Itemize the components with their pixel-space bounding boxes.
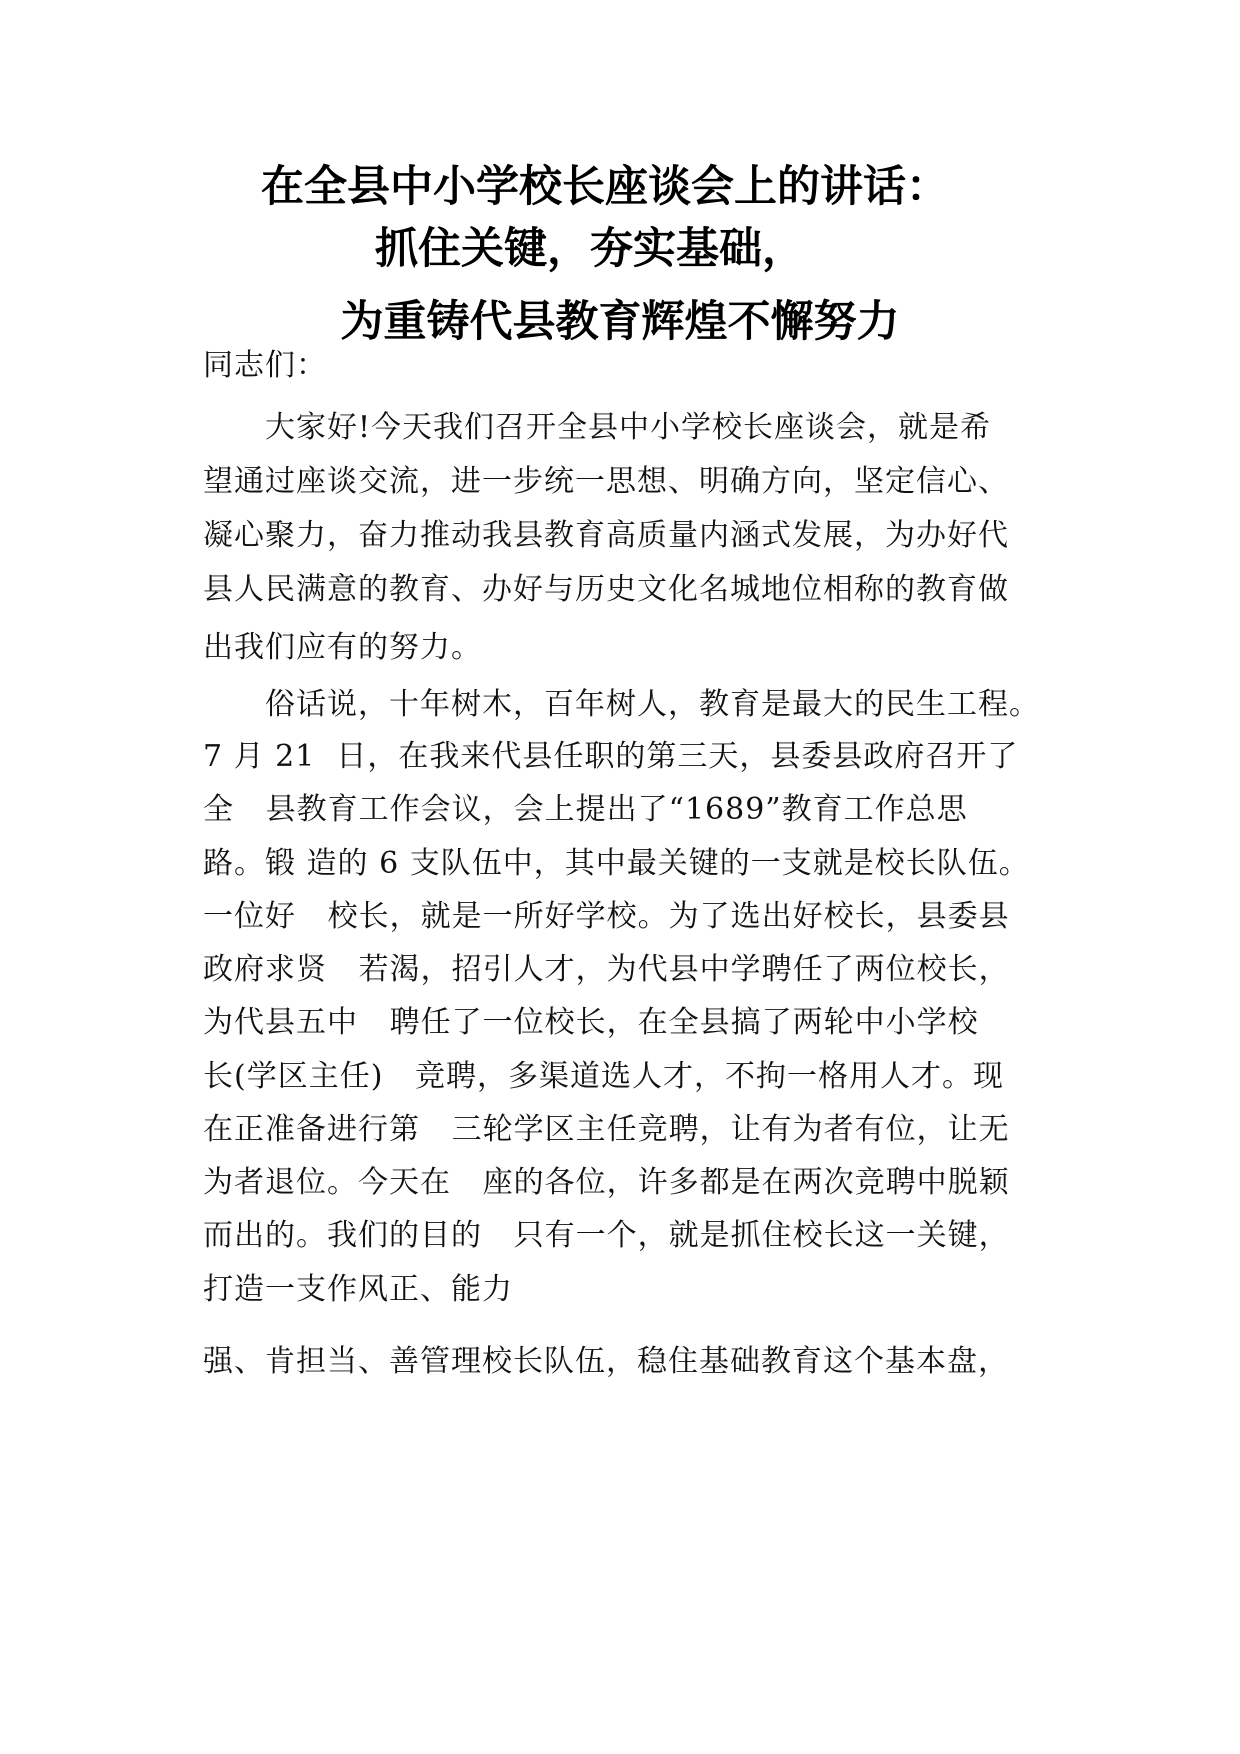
paragraph-1-line-2: 望通过座谈交流，进一步统一思想、明确方向，坚定信心、 <box>203 464 1009 499</box>
paragraph-1-line-3: 凝心聚力，奋力推动我县教育高质量内涵式发展，为办好代 <box>203 518 1009 553</box>
paragraph-2-line-4: 路。锻 造的 6 支队伍中，其中最关键的一支就是校长队伍。 <box>203 846 1030 881</box>
paragraph-2-line-8: 长(学区主任) 竞聘，多渠道选人才，不拘一格用人才。现 <box>203 1059 1005 1094</box>
paragraph-1-line-4: 县人民满意的教育、办好与历史文化名城地位相称的教育做 <box>203 572 1009 607</box>
paragraph-2-line-10: 为者退位。今天在 座的各位，许多都是在两次竞聘中脱颖 <box>203 1165 1010 1200</box>
title-line-1: 在全县中小学校长座谈会上的讲话： <box>261 162 949 212</box>
paragraph-1-line-5: 出我们应有的努力。 <box>203 630 482 665</box>
paragraph-2-line-9: 在正准备进行第 三轮学区主任竞聘，让有为者有位，让无 <box>203 1112 1010 1147</box>
paragraph-2-line-3: 全 县教育工作会议，会上提出了“1689”教育工作总思 <box>203 792 968 827</box>
salutation: 同志们： <box>203 348 327 383</box>
paragraph-2-line-12: 打造一支作风正、能力 <box>203 1272 513 1307</box>
paragraph-2-line-11: 而出的。我们的目的 只有一个，就是抓住校长这一关键， <box>203 1218 1010 1253</box>
paragraph-2-line-7: 为代县五中 聘任了一位校长，在全县搞了两轮中小学校 <box>203 1005 979 1040</box>
paragraph-2-line-1: 俗话说，十年树木，百年树人，教育是最大的民生工程。 <box>203 687 1040 722</box>
paragraph-1-line-1: 大家好!今天我们召开全县中小学校长座谈会，就是希 <box>203 410 992 445</box>
paragraph-2-line-5: 一位好 校长，就是一所好学校。为了选出好校长，县委县 <box>203 899 1010 934</box>
title-line-3: 为重铸代县教育辉煌不懈努力 <box>340 297 900 347</box>
title-line-2: 抓住关键，夯实基础， <box>375 224 805 274</box>
paragraph-3-line-1: 强、肯担当、善管理校长队伍，稳住基础教育这个基本盘， <box>203 1344 1009 1379</box>
paragraph-2-line-2: 7 月 21 日，在我来代县任职的第三天，县委县政府召开了 <box>203 739 1019 774</box>
speech-title <box>0 156 1240 364</box>
paragraph-2-line-6: 政府求贤 若渴，招引人才，为代县中学聘任了两位校长， <box>203 952 1010 987</box>
